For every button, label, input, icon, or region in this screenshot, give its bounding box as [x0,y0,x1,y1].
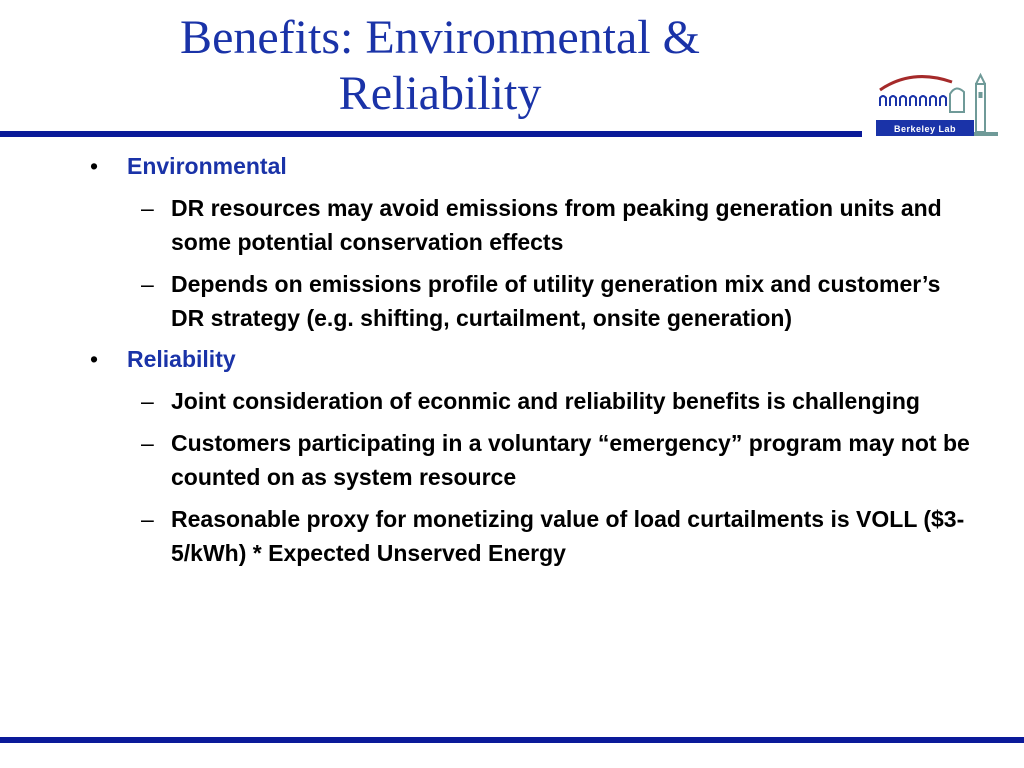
logo-text: Berkeley Lab [893,124,957,134]
sub-bullet-text: Customers participating in a voluntary “emergency” program may not be counted on as system resource [171,430,970,490]
dash-marker: – [141,506,154,532]
sub-bullet-text: Depends on emissions profile of utility generation mix and customer’s DR strategy (e.g. shifting, curtailment, onsite generation) [171,271,941,331]
section-heading-text: Environmental [127,153,287,179]
footer-divider [0,737,1024,743]
sub-bullet-text: Joint consideration of econmic and reliability benefits is challenging [171,388,920,414]
title-line-1: Benefits: Environmental & [180,11,700,64]
bullet-marker: • [90,153,99,179]
sub-bullet [0,191,1024,259]
section-heading-reliability [0,343,1024,376]
dash-marker: – [141,195,154,221]
slide-title [0,10,880,122]
slide-body [0,150,1024,578]
dash-marker: – [141,430,154,456]
title-line-2: Reliability [338,67,542,120]
sub-bullet-text: Reasonable proxy for monetizing value of load curtailments is VOLL ($3-5/kWh) * Expected Unserved Energy [171,506,965,566]
dash-marker: – [141,388,154,414]
dash-marker: – [141,271,154,297]
sub-bullet [0,426,1024,494]
sub-bullet [0,267,1024,335]
sub-bullet [0,384,1024,418]
section-heading-environmental [0,150,1024,183]
title-divider [0,131,862,137]
section-heading-text: Reliability [127,346,236,372]
bullet-marker: • [90,346,99,372]
berkeley-lab-logo [872,68,1000,146]
sub-bullet [0,502,1024,570]
sub-bullet-text: DR resources may avoid emissions from peaking generation units and some potential conservation effects [171,195,942,255]
